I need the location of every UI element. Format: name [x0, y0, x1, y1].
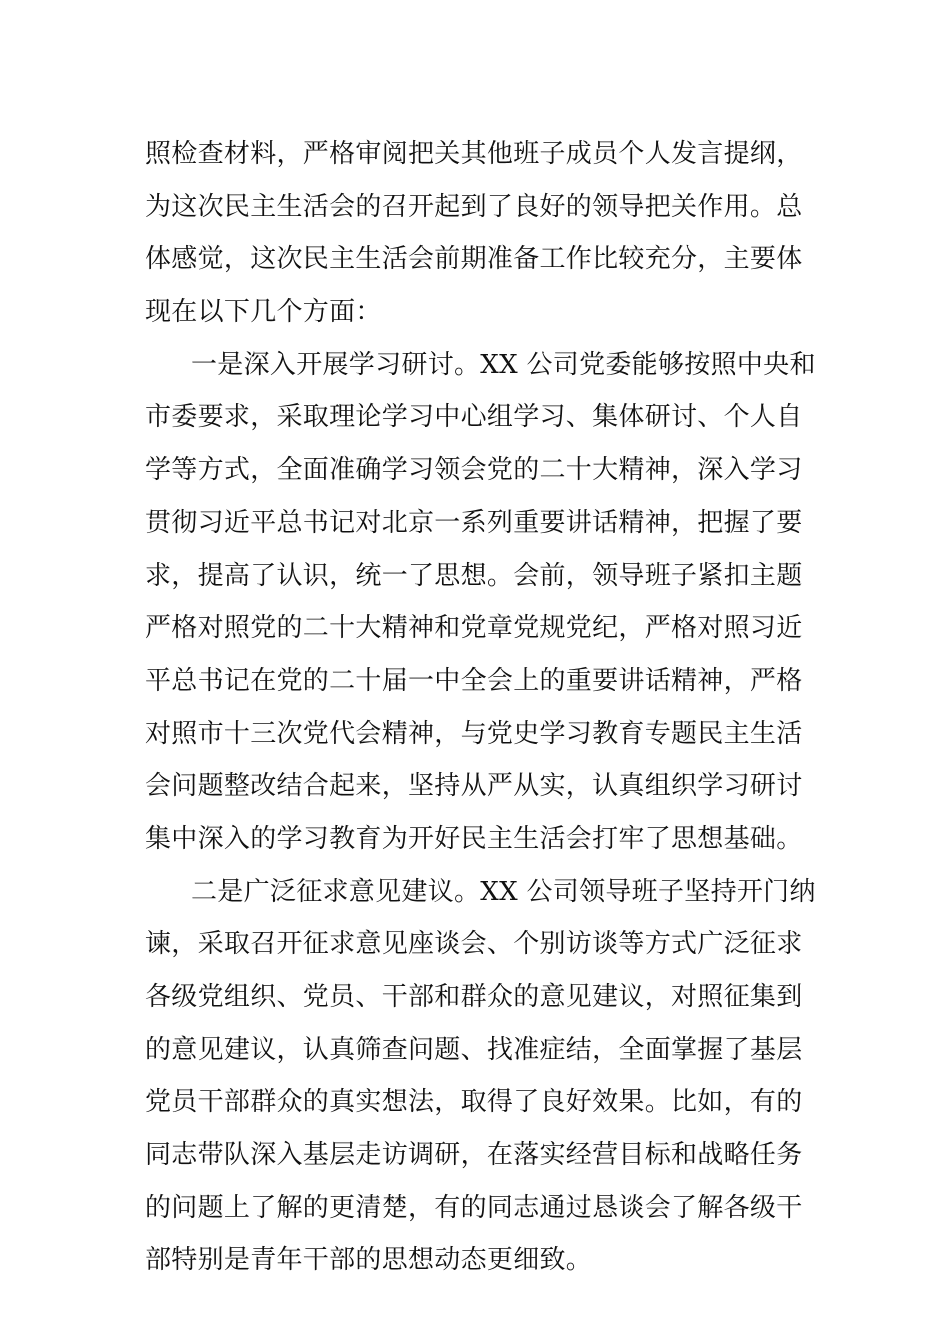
text-line: 的问题上了解的更清楚，有的同志通过恳谈会了解各级干 — [145, 1192, 803, 1223]
text-line: 同志带队深入基层走访调研，在落实经营目标和战略任务 — [145, 1140, 803, 1171]
text-line: 求，提高了认识，统一了思想。会前，领导班子紧扣主题 — [145, 560, 803, 591]
text-line: 学等方式，全面准确学习领会党的二十大精神，深入学习 — [145, 455, 803, 486]
text-line: 严格对照党的二十大精神和党章党规党纪，严格对照习近 — [145, 613, 803, 644]
text-line: 为这次民主生活会的召开起到了良好的领导把关作用。总 — [145, 191, 803, 222]
paragraph-start-line: 二是广泛征求意见建议。XX 公司领导班子坚持开门纳 — [191, 876, 816, 907]
text-line: 贯彻习近平总书记对北京一系列重要讲话精神，把握了要 — [145, 507, 803, 538]
text-line: 现在以下几个方面： — [145, 297, 382, 328]
text-line: 会问题整改结合起来，坚持从严从实，认真组织学习研讨 — [145, 771, 803, 802]
text-line: 对照市十三次党代会精神，与党史学习教育专题民主生活 — [145, 718, 803, 749]
text-line: 各级党组织、党员、干部和群众的意见建议，对照征集到 — [145, 982, 803, 1012]
text-line: 体感觉，这次民主生活会前期准备工作比较充分，主要体 — [145, 244, 803, 275]
text-line: 集中深入的学习教育为开好民主生活会打牢了思想基础。 — [145, 823, 803, 854]
body-text — [145, 128, 816, 1287]
text-line: 平总书记在党的二十届一中全会上的重要讲话精神，严格 — [145, 665, 803, 696]
paragraph-start-line: 一是深入开展学习研讨。XX 公司党委能够按照中央和 — [191, 349, 816, 380]
text-line: 谏，采取召开征求意见座谈会、个别访谈等方式广泛征求 — [145, 929, 803, 960]
text-line: 照检查材料，严格审阅把关其他班子成员个人发言提纲， — [145, 139, 803, 169]
text-line: 市委要求，采取理论学习中心组学习、集体研讨、个人自 — [145, 402, 803, 433]
text-line: 党员干部群众的真实想法，取得了良好效果。比如，有的 — [145, 1087, 803, 1118]
text-line: 部特别是青年干部的思想动态更细致。 — [145, 1245, 593, 1276]
text-line: 的意见建议，认真筛查问题、找准症结，全面掌握了基层 — [145, 1034, 803, 1065]
